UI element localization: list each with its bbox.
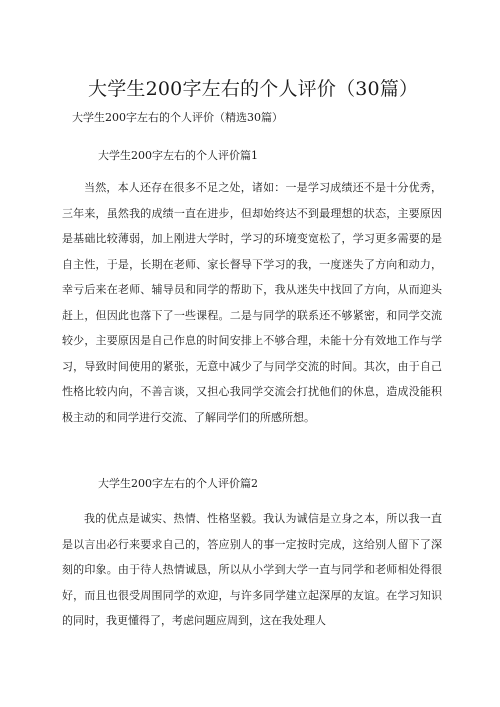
page-title: 大学生200字左右的个人评价（30篇）: [88, 78, 419, 100]
section-heading-2: 大学生200字左右的个人评价篇2: [98, 477, 258, 490]
document-subtitle: 大学生200字左右的个人评价（精选30篇）: [72, 111, 283, 124]
section-body-2: 我的优点是诚实、热情、性格坚毅。我认为诚信是立身之本，所以我一直是以言出必行来要求自己的，答应别人的事一定按时完成，这给别人留下了深刻的印象。由于待人热情诚恳，所以从小学到大学一直与同学和老师相处得很好，而且也很受周围同学的欢迎，与许多同学建立起深厚的友谊。在学习知识的同时，我更懂得了，考虑问题应周到，这在我处理人: [62, 512, 442, 627]
section-body-1: 当然，本人还存在很多不足之处，诸如：一是学习成绩还不是十分优秀，三年来，虽然我的成绩一直在进步，但却始终达不到最理想的状态，主要原因是基础比较薄弱，加上刚进大学时，学习的环境变宽松了，学习更多需要的是自主性，于是，长期在老师、家长督导下学习的我，一度迷失了方向和动力，幸亏后来在老师、辅导员和同学的帮助下，我从迷失中找回了方向，从而迎头赶上，但因此也落下了一些课程。二是与同学的联系还不够紧密，和同学交流较少，主要原因是自己作息的时间安排上不够合理，未能十分有效地工作与学习，导致时间使用的紧张，无意中减少了与同学交流的时间。其次，由于自己性格比较内向，不善言谈，又担心我同学交流会打扰他们的休息，造成没能积极主动的和同学进行交流、了解同学们的所感所想。: [62, 181, 442, 424]
section-heading-1: 大学生200字左右的个人评价篇1: [98, 149, 258, 162]
